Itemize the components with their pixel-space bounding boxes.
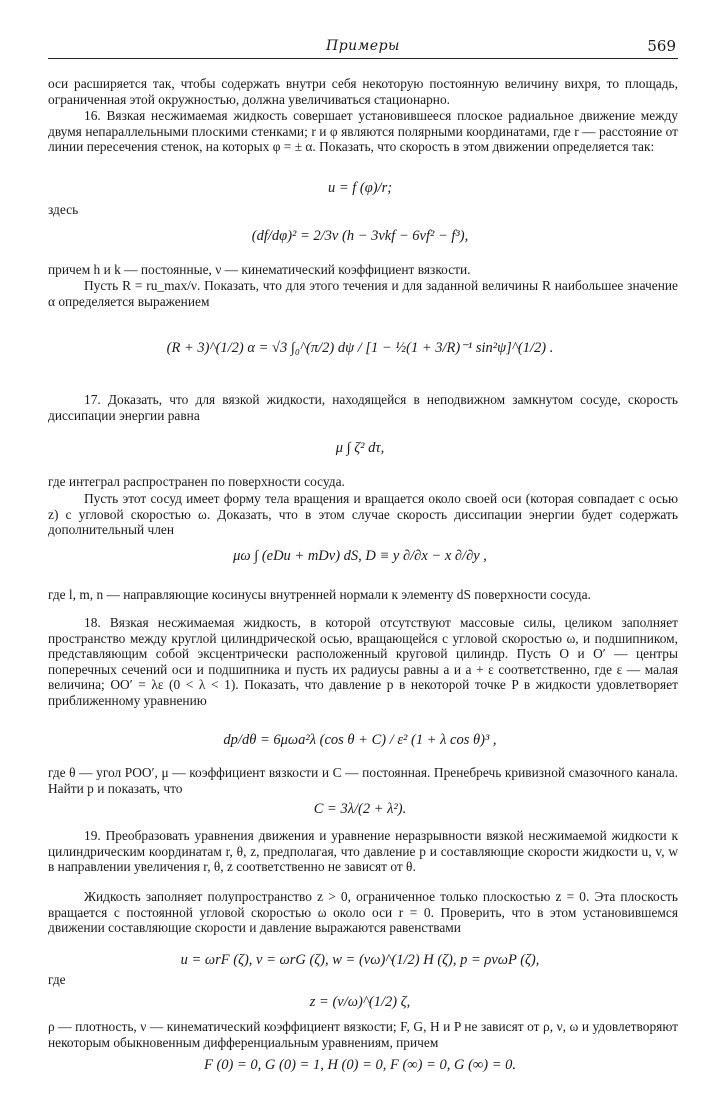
paragraph-angle-poo: где θ — угол POO′, μ — коэффициент вязкости и C — постоянная. Пренебречь кривизной смазочного канала. Найти p и показать, что [48, 765, 678, 796]
paragraph-rotating-vessel: Пусть этот сосуд имеет форму тела вращения и вращается около своей оси (которая совпадает с осью z) с угловой скоростью ω. Доказать, что в этом случае скорость диссипации энергии будет содержать дополнительный член [48, 491, 678, 538]
formula-boundary-conditions: F (0) = 0, G (0) = 1, H (0) = 0, F (∞) = 0, G (∞) = 0. [203, 1057, 516, 1073]
paragraph-integral-surface: где интеграл распространен по поверхности сосуда. [48, 474, 345, 489]
formula-dp-dtheta: dp/dθ = 6μωa²λ (cos θ + C) / ε² (1 + λ cos θ)³ , [223, 732, 497, 748]
formula-c-constant: C = 3λ/(2 + λ²). [313, 801, 407, 817]
label-zdes: здесь [48, 202, 79, 217]
formula-dissipation: μ ∫ ζ² dτ, [335, 440, 385, 456]
paragraph-half-space: Жидкость заполняет полупространство z > 0, ограниченное только плоскостью z = 0. Эта плоскость вращается с постоянной угловой скоростью ω около оси r = 0. Проверить, что в этом установившемся движении составляющие скорости и давление выражаются равенствами [48, 889, 678, 936]
problem-17-statement: 17. Доказать, что для вязкой жидкости, находящейся в неподвижном замкнутом сосуде, скорость диссипации энергии равна [48, 392, 678, 423]
running-title: Примеры [326, 38, 400, 54]
formula-velocity: u = f (φ)/r; [327, 180, 393, 196]
problem-16-statement: 16. Вязкая несжимаемая жидкость совершает установившееся плоское радиальное движение между двумя непараллельными плоскими стенками; r и φ являются полярными координатами, где r — расстояние от линии пересечения стенок, на которых φ = ± α. Показать, что скорость в этом движении определяется так: [48, 108, 678, 155]
paragraph-direction-cosines: где l, m, n — направляющие косинусы внутренней нормали к элементу dS поверхности сосуда. [48, 587, 591, 602]
page-number: 569 [647, 37, 676, 55]
problem-18-statement: 18. Вязкая несжимаемая жидкость, в которой отсутствуют массовые силы, целиком заполняет пространство между круглой цилиндрической осью, вращающейся с угловой скоростью ω, и подшипником, представляющим собой эксцентрически расположенный круговой цилиндр. Пусть O и O′ — центры поперечных сечений оси и подшипника и пусть их радиусы равны a и a + ε соответственно, где ε — малая величина; OO′ = λε (0 < λ < 1). Показать, что давление p в некоторой точке P в жидкости удовлетворяет приближенному уравнению [48, 615, 678, 708]
paragraph-density: ρ — плотность, ν — кинематический коэффициент вязкости; F, G, H и P не зависят от ρ, ν, ω и удовлетворяют некоторым обыкновенным дифференциальным уравнениям, причем [48, 1019, 678, 1050]
page-header [48, 36, 678, 59]
paragraph-constants: причем h и k — постоянные, ν — кинематический коэффициент вязкости. [48, 262, 471, 277]
formula-velocity-components: u = ωrF (ζ), v = ωrG (ζ), w = (νω)^(1/2) H (ζ), p = ρνωP (ζ), [180, 952, 540, 968]
paragraph-reynolds: Пусть R = ru_max/ν. Показать, что для этого течения и для заданной величины R наибольшее значение α определяется выражением [48, 278, 678, 309]
formula-df-dphi: (df/dφ)² = 2/3ν (h − 3νkf − 6νf² − f³), [251, 228, 469, 244]
label-gde: где [48, 972, 66, 987]
paragraph-continuation: оси расширяется так, чтобы содержать внутри себя некоторую постоянную величину вихря, то площадь, ограниченная этой окружностью, должна увеличиваться стационарно. [48, 76, 678, 107]
formula-alpha-integral: (R + 3)^(1/2) α = √3 ∫₀^(π/2) dψ / [1 − ½(1 + 3/R)⁻¹ sin²ψ]^(1/2) . [166, 340, 554, 356]
problem-19-statement: 19. Преобразовать уравнения движения и уравнение неразрывности вязкой несжимаемой жидкости к цилиндрическим координатам r, θ, z, предполагая, что давление p и составляющие скорости жидкости u, v, w в направлении увеличения r, θ, z соответственно не зависят от θ. [48, 828, 678, 875]
formula-extra-term: μω ∫ (eDu + mDv) dS, D ≡ y ∂/∂x − x ∂/∂y , [233, 548, 487, 564]
formula-z-zeta: z = (ν/ω)^(1/2) ζ, [309, 994, 411, 1010]
